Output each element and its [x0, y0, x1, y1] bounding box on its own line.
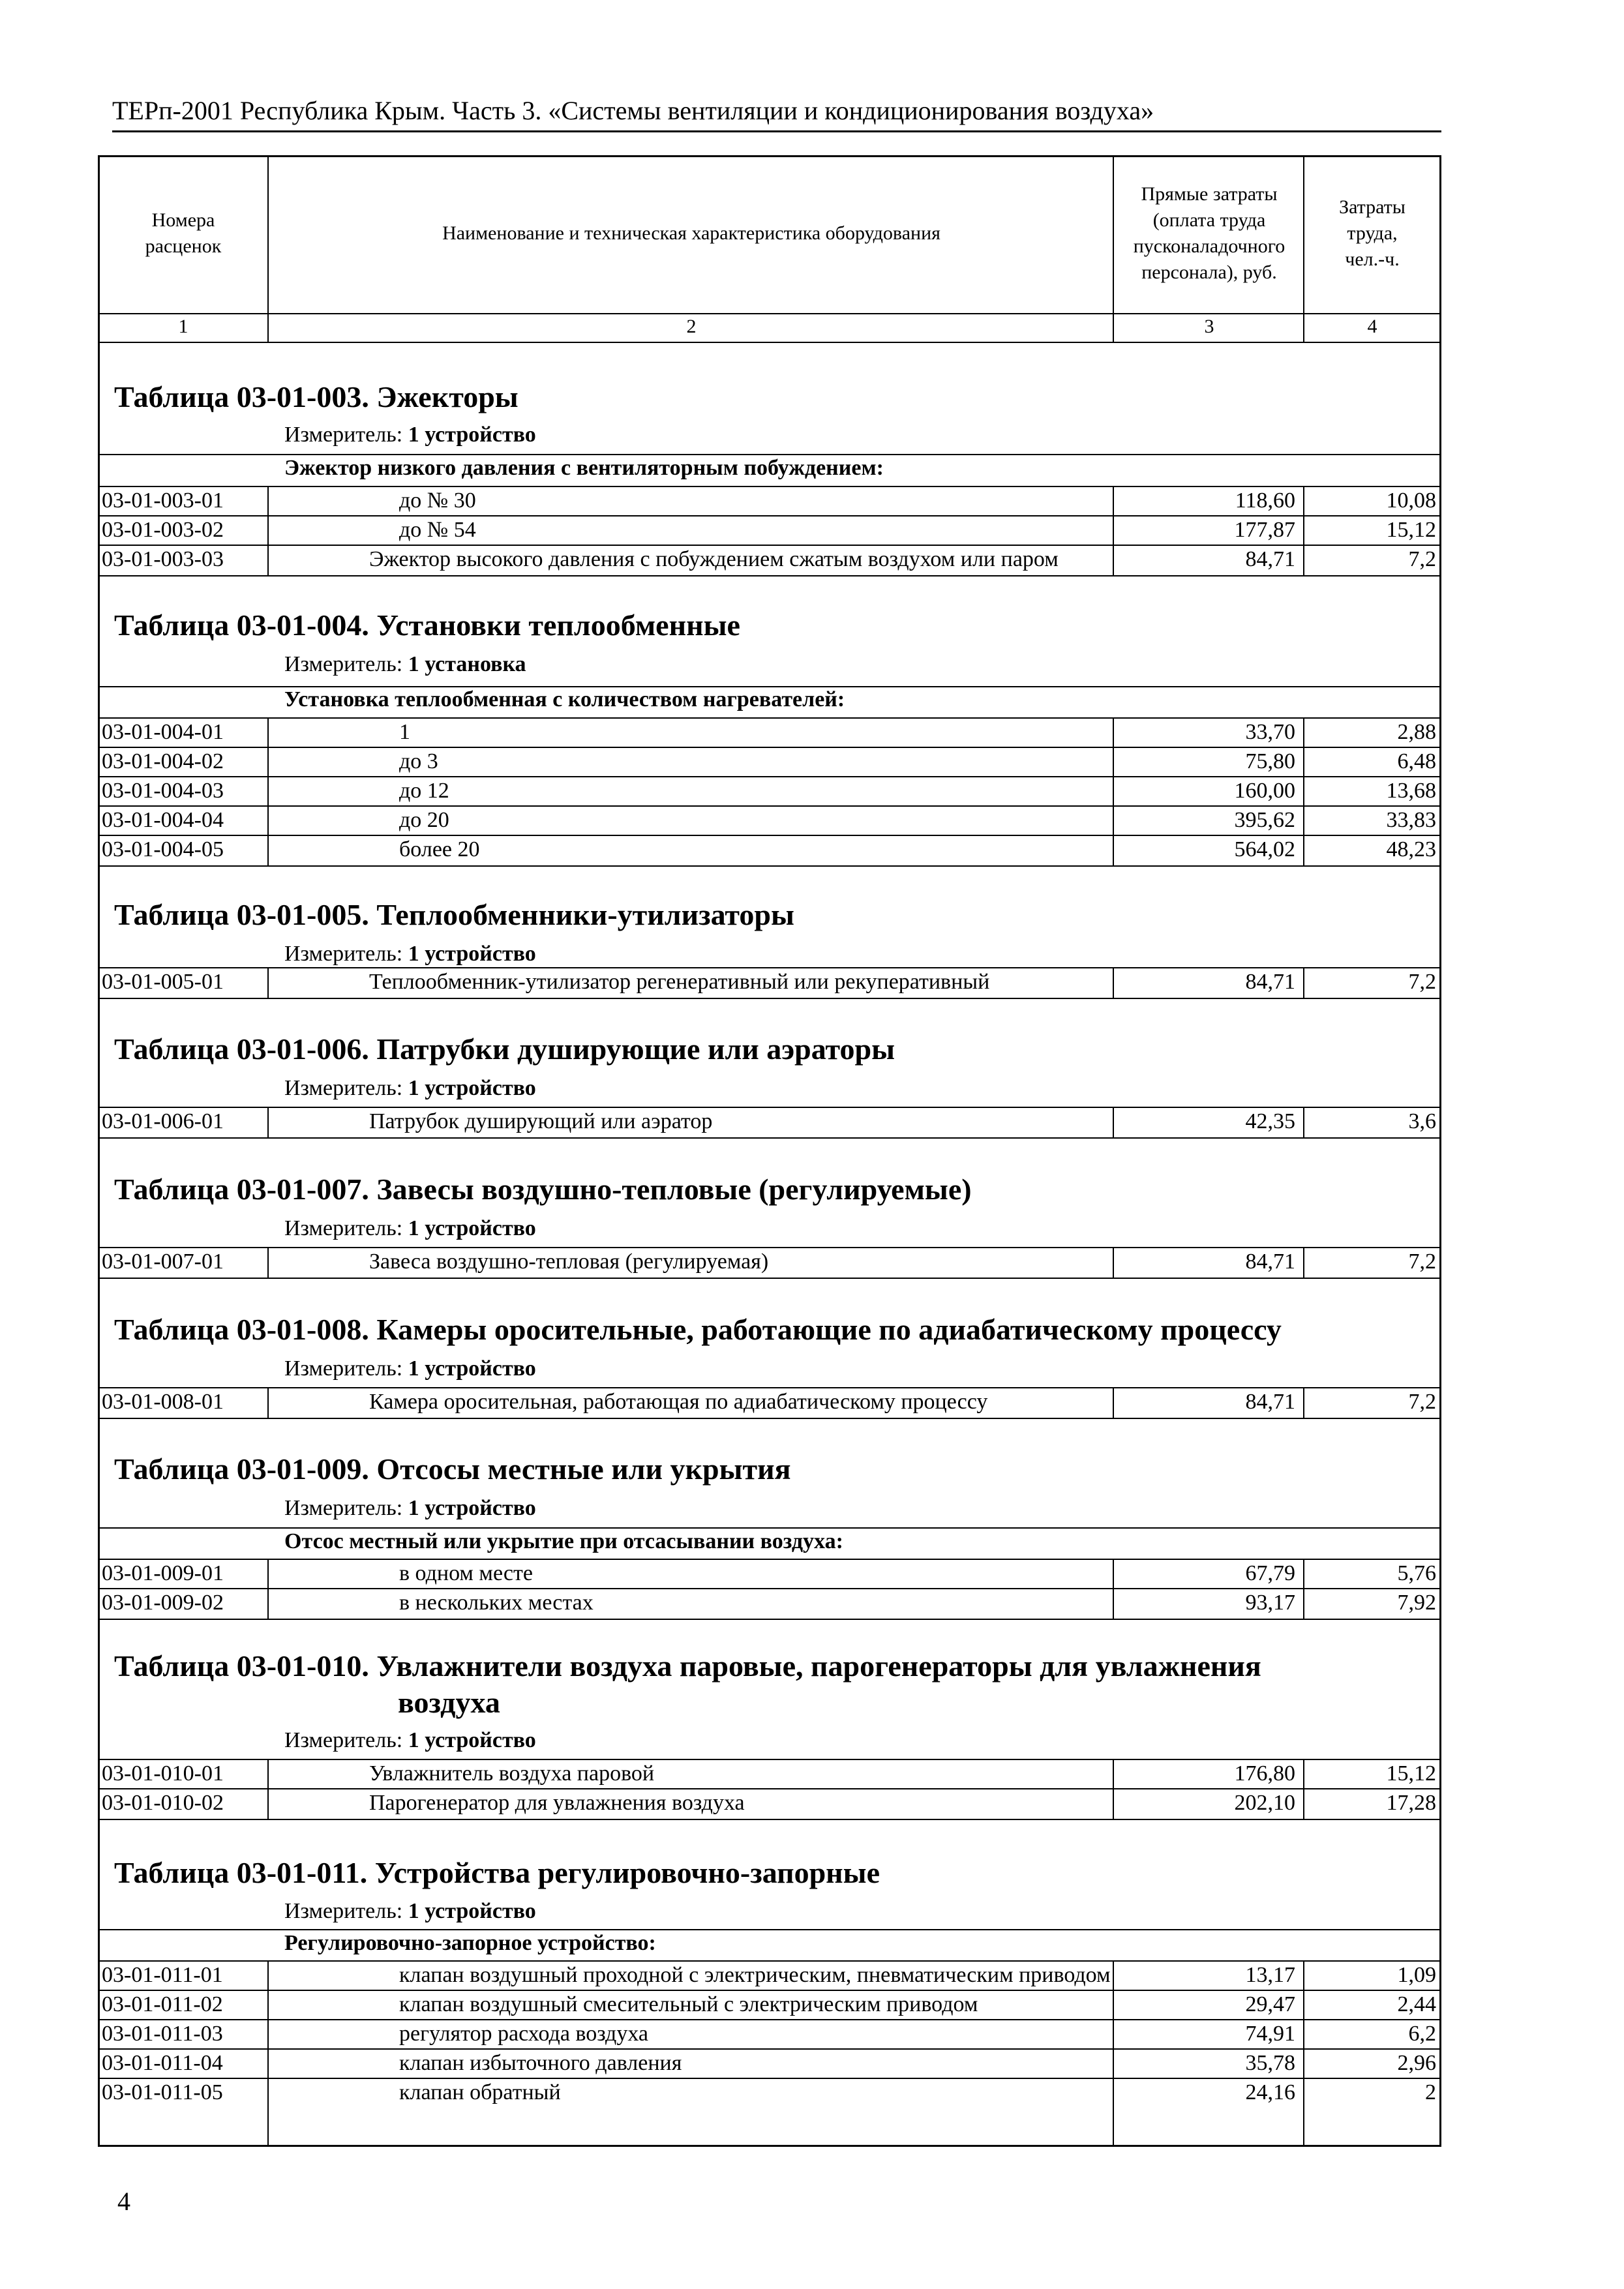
row-col-line — [1303, 1247, 1304, 1278]
measure-line: Измеритель: 1 устройство — [284, 1728, 536, 1752]
table-row: 03-01-004-02 до 3 75,80 6,48 — [98, 747, 1441, 777]
row-col-line — [1113, 1559, 1114, 1619]
table-row: 03-01-004-03 до 12 160,00 13,68 — [98, 776, 1441, 807]
header-divider — [98, 313, 1441, 314]
row-col-line — [1303, 1387, 1304, 1418]
table-title: Таблица 03-01-007. Завесы воздушно-тепловые (регулируемые) — [114, 1173, 972, 1206]
table-row: 03-01-004-04 до 20 395,62 33,83 — [98, 805, 1441, 836]
group-subheader: Установка теплообменная с количеством нагревателей: — [284, 687, 845, 711]
header-col-line — [267, 155, 269, 342]
row-col-line — [267, 486, 269, 575]
table-row: 03-01-004-01 1 33,70 2,88 — [98, 717, 1441, 748]
table-title: Таблица 03-01-003. Эжекторы — [114, 380, 519, 413]
group-subheader: Отсос местный или укрытие при отсасывании воздуха: — [284, 1529, 843, 1553]
row-col-line — [1113, 1107, 1114, 1137]
table-row: 03-01-011-02 клапан воздушный смесительный с электрическим приводом 29,47 2,44 — [98, 1990, 1441, 2020]
group-subheader: Регулировочно-запорное устройство: — [284, 1931, 656, 1955]
measure-line: Измеритель: 1 устройство — [284, 423, 536, 447]
col-header-cost: Прямые затраты (оплата труда пусконаладочного персонала), руб. — [1133, 183, 1286, 283]
table-title: Таблица 03-01-005. Теплообменники-утилизаторы — [114, 898, 794, 931]
table-row: 03-01-005-01 Теплообменник-утилизатор регенеративный или рекуперативный 84,71 7,2 — [98, 967, 1441, 999]
header-divider — [98, 342, 1441, 343]
row-col-line — [1113, 967, 1114, 998]
table-title: Таблица 03-01-009. Отсосы местные или укрытия — [114, 1452, 791, 1486]
row-col-line — [1303, 1559, 1304, 1619]
row-col-line — [267, 1960, 269, 2147]
table-row: 03-01-003-03 Эжектор высокого давления с побуждением сжатым воздухом или паром 84,71 7,2 — [98, 545, 1441, 576]
table-row: 03-01-011-04 клапан избыточного давления 35,78 2,96 — [98, 2048, 1441, 2079]
table-title: Таблица 03-01-008. Камеры оросительные, работающие по адиабатическому процессу — [114, 1313, 1282, 1346]
row-col-line — [267, 1759, 269, 1819]
row-col-line — [1303, 486, 1304, 575]
row-col-line — [267, 1107, 269, 1137]
row-col-line — [1113, 1247, 1114, 1278]
row-col-line — [1303, 967, 1304, 998]
table-title-continued: воздуха — [398, 1686, 500, 1719]
group-header — [98, 1527, 1441, 1529]
row-col-line — [1303, 717, 1304, 865]
row-col-line — [1113, 1759, 1114, 1819]
table-title: Таблица 03-01-010. Увлажнители воздуха паровые, парогенераторы для увлажнения — [114, 1649, 1261, 1683]
col-number-1: 1 — [178, 316, 188, 337]
measure-line: Измеритель: 1 установка — [284, 652, 526, 676]
header-col-line — [1303, 155, 1304, 342]
table-row: 03-01-011-05 клапан обратный 24,16 2 — [98, 2078, 1441, 2108]
table-row: 03-01-006-01 Патрубок душирующий или аэратор 42,35 3,6 — [98, 1107, 1441, 1139]
group-header — [98, 1929, 1441, 1930]
row-col-line — [1303, 1107, 1304, 1137]
table-row: 03-01-010-01 Увлажнитель воздуха паровой 176,80 15,12 — [98, 1759, 1441, 1789]
table-row: 03-01-011-01 клапан воздушный проходной с электрическим, пневматическим приводом 13,17 1,09 — [98, 1960, 1441, 1991]
table-row: 03-01-004-05 более 20 564,02 48,23 — [98, 835, 1441, 867]
measure-line: Измеритель: 1 устройство — [284, 1496, 536, 1520]
col-header-labor: Затраты труда, чел.-ч. — [1339, 196, 1406, 270]
row-col-line — [1113, 486, 1114, 575]
table-title: Таблица 03-01-011. Устройства регулировочно-запорные — [114, 1856, 880, 1889]
col-header-codes: Номера расценок — [145, 209, 222, 257]
measure-line: Измеритель: 1 устройство — [284, 1076, 536, 1100]
table-title: Таблица 03-01-006. Патрубки душирующие или аэраторы — [114, 1032, 895, 1066]
measure-line: Измеритель: 1 устройство — [284, 1899, 536, 1923]
table-row: 03-01-007-01 Завеса воздушно-тепловая (регулируемая) 84,71 7,2 — [98, 1247, 1441, 1279]
table-row: 03-01-003-02 до № 54 177,87 15,12 — [98, 515, 1441, 546]
table-row: 03-01-009-02 в нескольких местах 93,17 7,92 — [98, 1588, 1441, 1620]
table-title: Таблица 03-01-004. Установки теплообменные — [114, 608, 740, 642]
row-col-line — [267, 1387, 269, 1418]
table-row: 03-01-008-01 Камера оросительная, работающая по адиабатическому процессу 84,71 7,2 — [98, 1387, 1441, 1419]
row-col-line — [1113, 1387, 1114, 1418]
col-number-2: 2 — [686, 316, 697, 337]
row-col-line — [267, 1559, 269, 1619]
row-col-line — [1303, 1759, 1304, 1819]
header-col-line — [1113, 155, 1114, 342]
group-subheader: Эжектор низкого давления с вентиляторным побуждением: — [284, 456, 884, 480]
row-col-line — [267, 967, 269, 998]
row-col-line — [1113, 717, 1114, 865]
row-col-line — [267, 1247, 269, 1278]
col-number-3: 3 — [1204, 316, 1214, 337]
measure-line: Измеритель: 1 устройство — [284, 1356, 536, 1381]
row-col-line — [1113, 1960, 1114, 2147]
table-row: 03-01-003-01 до № 30 118,60 10,08 — [98, 486, 1441, 516]
row-col-line — [1303, 1960, 1304, 2147]
col-header-name: Наименование и техническая характеристика оборудования — [442, 222, 940, 244]
page-header: ТЕРп-2001 Республика Крым. Часть 3. «Системы вентиляции и кондиционирования воздуха» — [112, 96, 1154, 125]
header-rule — [112, 130, 1441, 132]
measure-line: Измеритель: 1 устройство — [284, 1216, 536, 1240]
row-col-line — [267, 717, 269, 865]
table-row: 03-01-009-01 в одном месте 67,79 5,76 — [98, 1559, 1441, 1589]
table-row: 03-01-011-03 регулятор расхода воздуха 74,91 6,2 — [98, 2019, 1441, 2050]
group-header — [98, 454, 1441, 455]
col-number-4: 4 — [1367, 316, 1377, 337]
measure-line: Измеритель: 1 устройство — [284, 942, 536, 966]
table-row: 03-01-010-02 Парогенератор для увлажнения воздуха 202,10 17,28 — [98, 1788, 1441, 1820]
page-number: 4 — [117, 2187, 130, 2216]
